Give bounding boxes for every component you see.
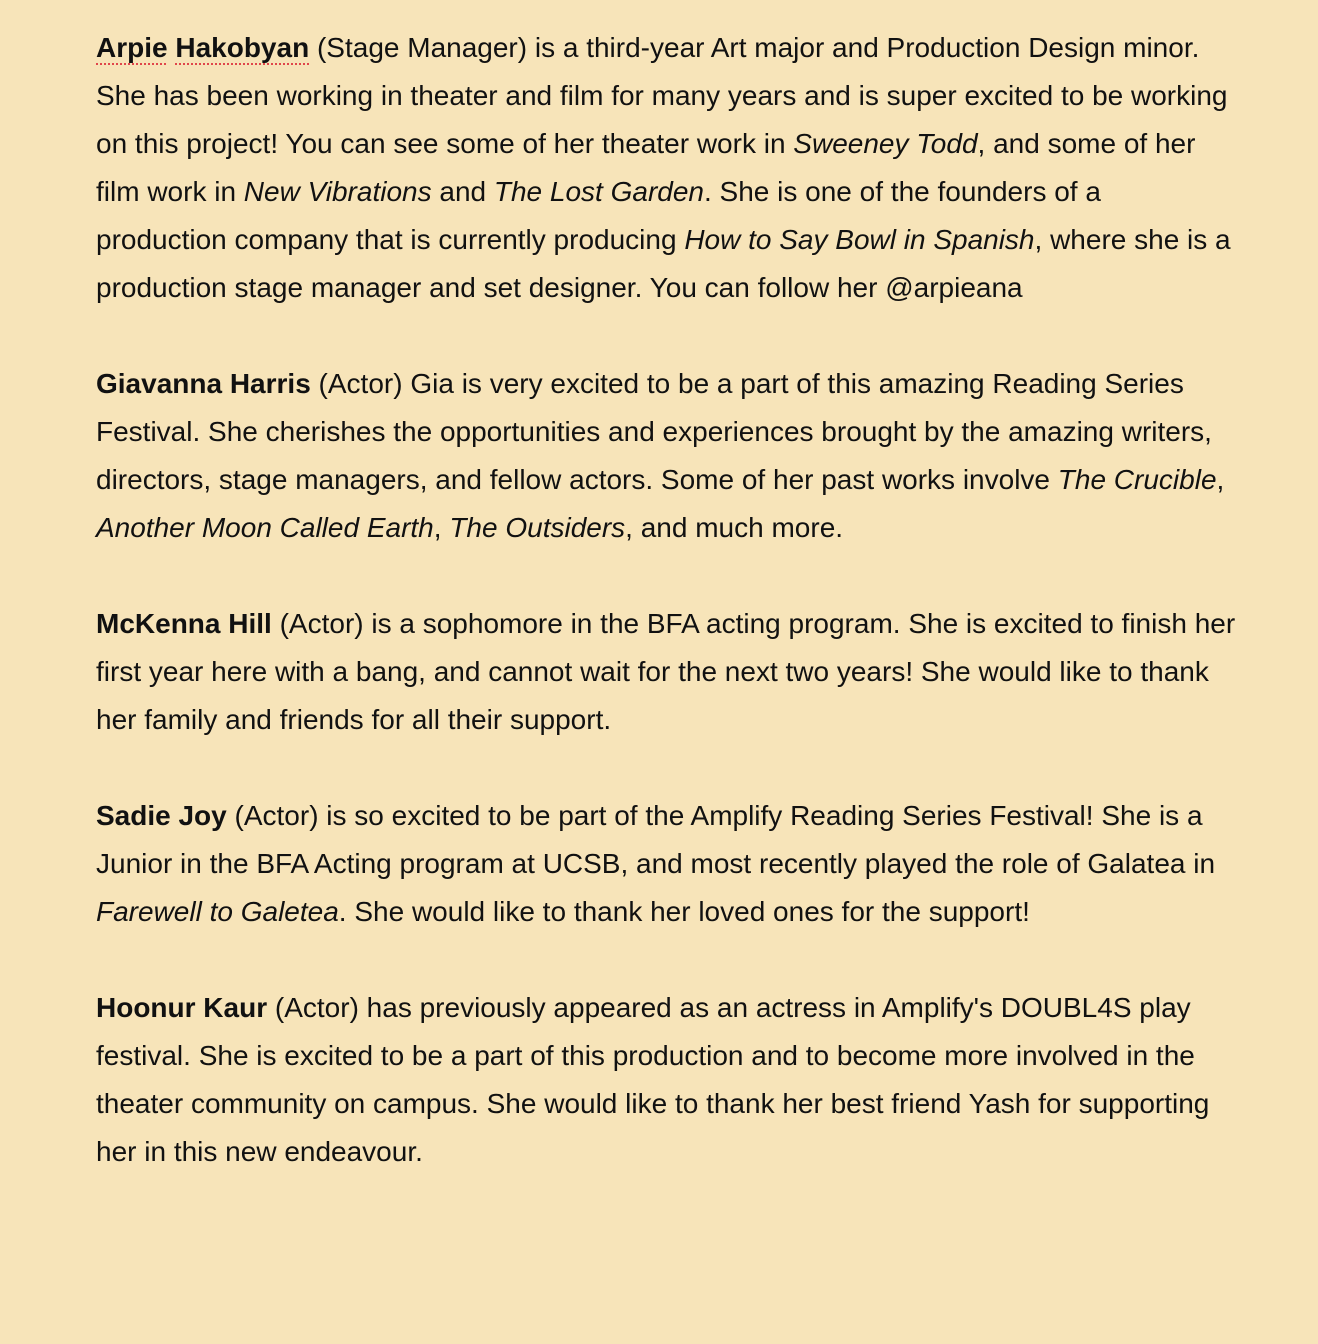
bio-text: , <box>1216 464 1225 495</box>
bio-role: (Actor) <box>226 800 319 831</box>
bio-text: is a third-year Art major and Production Design minor. She has been working in theater and film for many years and is super excited to be working on this project! You can see some of her theater work in <box>96 32 1228 159</box>
bio-text: is a sophomore in the BFA acting program. She is excited to finish her first year here with a bang, and cannot wait for the next two years! She would like to thank her family and friends for all their support. <box>96 608 1236 735</box>
bio-text: . She would like to thank her loved ones for the support! <box>338 896 1030 927</box>
bio-arpie-hakobyan <box>96 24 1236 312</box>
bio-role: (Actor) <box>267 992 359 1023</box>
bio-sadie-joy <box>96 792 1236 936</box>
bio-text: , and some of her film work in <box>96 128 1196 207</box>
bio-role: (Actor) <box>271 608 364 639</box>
bio-name <box>96 32 309 63</box>
bio-role: (Actor) <box>310 368 403 399</box>
bio-name: Hoonur Kaur <box>96 992 268 1023</box>
bio-title-italic: Another Moon Called Earth <box>96 512 434 543</box>
bio-title-italic: Sweeney Todd <box>793 128 978 159</box>
bio-name: Sadie Joy <box>96 800 227 831</box>
bio-text: , and much more. <box>625 512 844 543</box>
bio-title-italic: How to Say Bowl in Spanish <box>684 224 1035 255</box>
bio-text: , where she is a production stage manager and set designer. You can follow her @arpieana <box>96 224 1231 303</box>
bio-text: is so excited to be part of the Amplify Reading Series Festival! She is a Junior in the BFA Acting program at UCSB, and most recently played the role of Galatea in <box>96 800 1216 879</box>
bio-name: Giavanna Harris <box>96 368 311 399</box>
bio-text: . She is one of the founders of a production company that is currently producing <box>96 176 1101 255</box>
bio-title-italic: Farewell to Galetea <box>96 896 339 927</box>
bio-title-italic: New Vibrations <box>243 176 432 207</box>
bio-text: , <box>433 512 450 543</box>
bio-mckenna-hill <box>96 600 1236 744</box>
bio-name: McKenna Hill <box>96 608 272 639</box>
bio-text: Gia is very excited to be a part of this amazing Reading Series Festival. She cherishes the opportunities and experiences brought by the amazing writers, directors, stage managers, and fellow actors. Some of her past works involve <box>96 368 1212 495</box>
bio-name-first: Arpie <box>96 32 168 63</box>
bio-text: and <box>431 176 494 207</box>
bio-name-last: Hakobyan <box>175 32 310 63</box>
bio-title-italic: The Outsiders <box>449 512 626 543</box>
bio-text: has previously appeared as an actress in Amplify's DOUBL4S play festival. She is excited to be a part of this production and to become more involved in the theater community on campus. She would like to thank her best friend Yash for supporting her in this new endeavour. <box>96 992 1210 1167</box>
bio-role: (Stage Manager) <box>309 32 528 63</box>
bio-title-italic: The Crucible <box>1057 464 1217 495</box>
bio-hoonur-kaur <box>96 984 1236 1176</box>
bio-title-italic: The Lost Garden <box>493 176 704 207</box>
bio-giavanna-harris <box>96 360 1236 552</box>
